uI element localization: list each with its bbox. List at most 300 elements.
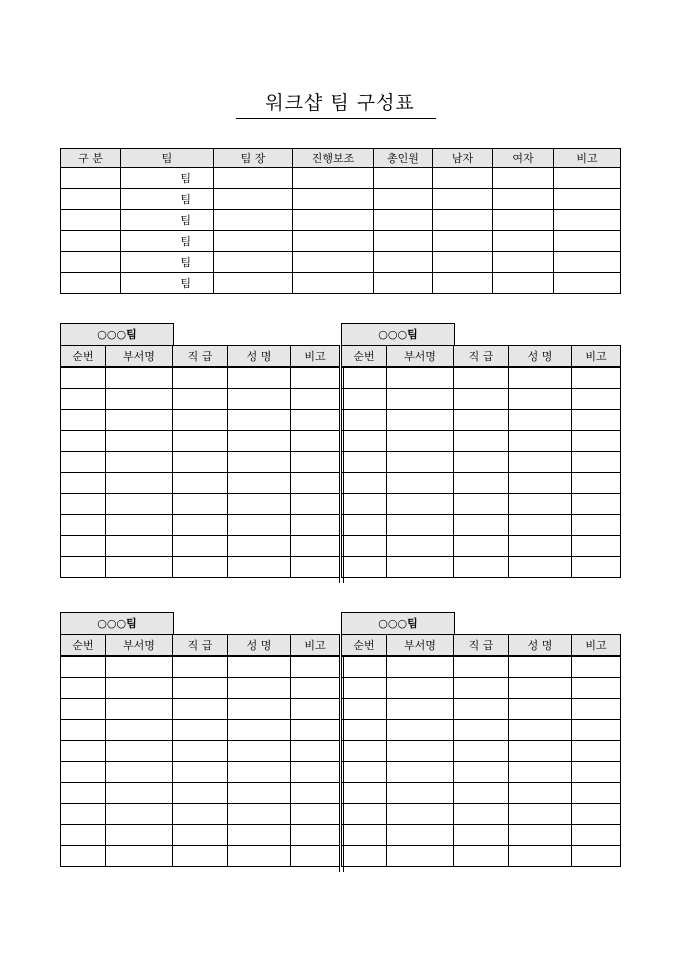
team-member-cell[interactable] [106, 494, 173, 515]
team-member-cell[interactable] [342, 452, 387, 473]
team-member-cell[interactable] [572, 762, 621, 783]
summary-cell[interactable] [554, 231, 621, 252]
team-member-cell[interactable] [454, 536, 509, 557]
team-member-cell[interactable] [228, 825, 291, 846]
team-table-1 [60, 345, 340, 578]
team-member-cell[interactable] [509, 431, 572, 452]
team-member-cell[interactable] [509, 389, 572, 410]
team-member-cell[interactable] [509, 783, 572, 804]
summary-row [61, 210, 621, 231]
team-member-cell[interactable] [509, 536, 572, 557]
team-member-row [61, 699, 340, 720]
summary-header-female: 여자 [493, 149, 554, 168]
summary-cell[interactable] [433, 168, 493, 189]
team-member-cell[interactable] [106, 473, 173, 494]
team-member-cell[interactable] [454, 825, 509, 846]
team-member-cell[interactable] [342, 557, 387, 578]
team-member-row [342, 678, 621, 699]
page-title: 워크샵 팀 구성표 [255, 88, 425, 119]
team-member-cell[interactable] [228, 389, 291, 410]
team-member-cell[interactable] [454, 783, 509, 804]
team-member-cell[interactable] [106, 452, 173, 473]
team-member-row [61, 557, 340, 578]
summary-cell[interactable] [493, 189, 554, 210]
summary-cell[interactable] [293, 189, 374, 210]
team-member-row [342, 656, 621, 678]
team-member-cell[interactable] [509, 515, 572, 536]
summary-cell[interactable] [293, 210, 374, 231]
team-member-cell[interactable] [228, 452, 291, 473]
team-member-cell[interactable] [291, 431, 340, 452]
team-member-cell[interactable] [61, 367, 106, 389]
team-header-remarks: 비고 [572, 635, 621, 657]
summary-team-cell[interactable]: 팀 [121, 189, 214, 210]
team-member-cell[interactable] [106, 431, 173, 452]
summary-cell[interactable] [493, 231, 554, 252]
team-member-cell[interactable] [173, 825, 228, 846]
team-member-cell[interactable] [454, 557, 509, 578]
team-member-cell[interactable] [291, 720, 340, 741]
team-member-cell[interactable] [228, 846, 291, 867]
team-member-cell[interactable] [387, 494, 454, 515]
team-member-cell[interactable] [106, 536, 173, 557]
summary-cell[interactable] [61, 273, 121, 294]
team-member-cell[interactable] [387, 410, 454, 431]
team-member-cell[interactable] [61, 825, 106, 846]
team-member-cell[interactable] [387, 473, 454, 494]
team-member-cell[interactable] [509, 473, 572, 494]
summary-cell[interactable] [433, 273, 493, 294]
team-member-cell[interactable] [61, 473, 106, 494]
team-member-cell[interactable] [228, 804, 291, 825]
team-member-row [342, 557, 621, 578]
team-member-cell[interactable] [509, 656, 572, 678]
team-member-cell[interactable] [454, 656, 509, 678]
summary-cell[interactable] [554, 168, 621, 189]
team-member-cell[interactable] [106, 741, 173, 762]
team-member-cell[interactable] [454, 473, 509, 494]
team-member-cell[interactable] [572, 804, 621, 825]
team-member-cell[interactable] [173, 804, 228, 825]
team-member-cell[interactable] [106, 783, 173, 804]
summary-cell[interactable] [61, 168, 121, 189]
team-member-cell[interactable] [454, 431, 509, 452]
team-member-cell[interactable] [291, 367, 340, 389]
team-member-cell[interactable] [106, 557, 173, 578]
team-member-cell[interactable] [173, 389, 228, 410]
team-header-rank: 직 급 [173, 346, 228, 368]
team-member-cell[interactable] [291, 494, 340, 515]
team-member-cell[interactable] [342, 846, 387, 867]
team-member-cell[interactable] [509, 720, 572, 741]
team-member-cell[interactable] [173, 846, 228, 867]
team-member-cell[interactable] [454, 367, 509, 389]
team-member-cell[interactable] [454, 846, 509, 867]
team-member-cell[interactable] [291, 678, 340, 699]
team-member-cell[interactable] [454, 762, 509, 783]
team-member-cell[interactable] [509, 452, 572, 473]
team-member-cell[interactable] [291, 389, 340, 410]
summary-cell[interactable] [61, 189, 121, 210]
summary-cell[interactable] [433, 210, 493, 231]
team-member-cell[interactable] [173, 431, 228, 452]
summary-cell[interactable] [293, 273, 374, 294]
team-member-cell[interactable] [572, 656, 621, 678]
team-member-cell[interactable] [387, 846, 454, 867]
team-member-cell[interactable] [173, 515, 228, 536]
team-member-cell[interactable] [106, 699, 173, 720]
summary-cell[interactable] [61, 252, 121, 273]
team-header-name: 성 명 [228, 635, 291, 657]
summary-cell[interactable] [554, 210, 621, 231]
summary-cell[interactable] [293, 168, 374, 189]
team-member-cell[interactable] [61, 846, 106, 867]
team-member-cell[interactable] [387, 762, 454, 783]
team-header-row [61, 346, 340, 368]
team-member-cell[interactable] [228, 515, 291, 536]
team-member-cell[interactable] [342, 699, 387, 720]
team-header-seq: 순번 [342, 346, 387, 368]
team-member-cell[interactable] [387, 804, 454, 825]
team-member-cell[interactable] [291, 699, 340, 720]
team-member-cell[interactable] [228, 699, 291, 720]
team-member-cell[interactable] [173, 452, 228, 473]
team-member-row [342, 741, 621, 762]
team-member-cell[interactable] [572, 452, 621, 473]
team-member-cell[interactable] [342, 389, 387, 410]
team-member-cell[interactable] [61, 452, 106, 473]
team-member-cell[interactable] [509, 846, 572, 867]
summary-team-cell[interactable]: 팀 [121, 168, 214, 189]
summary-cell[interactable] [374, 273, 433, 294]
team-member-cell[interactable] [61, 410, 106, 431]
team-member-cell[interactable] [61, 741, 106, 762]
summary-cell[interactable] [374, 252, 433, 273]
team-member-cell[interactable] [387, 699, 454, 720]
summary-row [61, 252, 621, 273]
team-member-row [61, 846, 340, 867]
team-member-cell[interactable] [291, 473, 340, 494]
summary-cell[interactable] [214, 231, 293, 252]
team-member-cell[interactable] [291, 741, 340, 762]
team-member-cell[interactable] [572, 494, 621, 515]
summary-cell[interactable] [433, 231, 493, 252]
team-member-cell[interactable] [342, 656, 387, 678]
summary-team-cell[interactable]: 팀 [121, 252, 214, 273]
team-member-cell[interactable] [291, 846, 340, 867]
team-member-cell[interactable] [342, 515, 387, 536]
team-member-cell[interactable] [61, 431, 106, 452]
team-member-cell[interactable] [228, 762, 291, 783]
team-member-cell[interactable] [173, 656, 228, 678]
team-member-cell[interactable] [228, 473, 291, 494]
team-member-cell[interactable] [291, 762, 340, 783]
team-member-cell[interactable] [106, 389, 173, 410]
team-member-cell[interactable] [454, 494, 509, 515]
team-member-cell[interactable] [228, 557, 291, 578]
summary-cell[interactable] [214, 189, 293, 210]
team-member-cell[interactable] [509, 557, 572, 578]
summary-cell[interactable] [554, 273, 621, 294]
team-member-row [342, 452, 621, 473]
summary-cell[interactable] [61, 231, 121, 252]
team-member-cell[interactable] [173, 762, 228, 783]
summary-cell[interactable] [293, 252, 374, 273]
team-member-cell[interactable] [509, 825, 572, 846]
team-member-cell[interactable] [454, 678, 509, 699]
team-member-cell[interactable] [291, 536, 340, 557]
team-member-cell[interactable] [61, 515, 106, 536]
team-member-cell[interactable] [291, 410, 340, 431]
summary-header-team: 팀 [121, 149, 214, 168]
team-member-cell[interactable] [342, 367, 387, 389]
team-member-cell[interactable] [173, 783, 228, 804]
team-member-row [342, 699, 621, 720]
team-member-cell[interactable] [387, 656, 454, 678]
team-member-cell[interactable] [387, 825, 454, 846]
team-member-cell[interactable] [572, 389, 621, 410]
team-member-cell[interactable] [387, 741, 454, 762]
summary-row [61, 189, 621, 210]
team-member-cell[interactable] [387, 783, 454, 804]
team-member-cell[interactable] [342, 410, 387, 431]
team-member-cell[interactable] [61, 536, 106, 557]
team-member-cell[interactable] [173, 741, 228, 762]
team-member-cell[interactable] [173, 536, 228, 557]
team-member-cell[interactable] [454, 804, 509, 825]
team-member-cell[interactable] [106, 762, 173, 783]
team-member-cell[interactable] [173, 367, 228, 389]
team-header-row [342, 635, 621, 657]
team-member-cell[interactable] [342, 804, 387, 825]
team-member-cell[interactable] [572, 410, 621, 431]
team-member-cell[interactable] [572, 536, 621, 557]
team-member-cell[interactable] [173, 410, 228, 431]
team-member-cell[interactable] [387, 536, 454, 557]
team-member-row [61, 389, 340, 410]
summary-cell[interactable] [374, 231, 433, 252]
summary-cell[interactable] [214, 210, 293, 231]
team-member-cell[interactable] [228, 720, 291, 741]
summary-cell[interactable] [214, 168, 293, 189]
team-member-row [61, 431, 340, 452]
team-member-cell[interactable] [61, 804, 106, 825]
team-member-cell[interactable] [387, 389, 454, 410]
team-member-cell[interactable] [61, 783, 106, 804]
summary-cell[interactable] [493, 168, 554, 189]
team-member-cell[interactable] [228, 494, 291, 515]
team-member-cell[interactable] [228, 741, 291, 762]
team-member-cell[interactable] [342, 678, 387, 699]
team-member-cell[interactable] [61, 656, 106, 678]
team-member-cell[interactable] [342, 762, 387, 783]
team-member-cell[interactable] [291, 783, 340, 804]
team-member-cell[interactable] [342, 494, 387, 515]
team-member-cell[interactable] [61, 699, 106, 720]
team-member-cell[interactable] [228, 410, 291, 431]
summary-cell[interactable] [214, 273, 293, 294]
team-member-cell[interactable] [509, 741, 572, 762]
team-member-row [342, 389, 621, 410]
team-member-cell[interactable] [291, 515, 340, 536]
team-member-cell[interactable] [106, 720, 173, 741]
summary-team-cell[interactable]: 팀 [121, 210, 214, 231]
team-member-cell[interactable] [61, 494, 106, 515]
team-member-cell[interactable] [572, 367, 621, 389]
team-member-cell[interactable] [509, 367, 572, 389]
team-member-cell[interactable] [572, 557, 621, 578]
team-member-cell[interactable] [572, 846, 621, 867]
team-member-cell[interactable] [291, 452, 340, 473]
summary-cell[interactable] [61, 210, 121, 231]
team-member-cell[interactable] [572, 825, 621, 846]
team-member-cell[interactable] [61, 762, 106, 783]
team-member-cell[interactable] [61, 389, 106, 410]
team-table-2 [341, 345, 621, 578]
summary-cell[interactable] [433, 189, 493, 210]
team-member-cell[interactable] [342, 783, 387, 804]
title-double-underline [236, 118, 436, 119]
team-member-cell[interactable] [454, 389, 509, 410]
summary-row [61, 273, 621, 294]
team-header-remarks: 비고 [291, 346, 340, 368]
team-member-cell[interactable] [342, 825, 387, 846]
team-member-cell[interactable] [228, 367, 291, 389]
summary-cell[interactable] [493, 210, 554, 231]
team-member-cell[interactable] [173, 699, 228, 720]
team-member-row [61, 825, 340, 846]
summary-cell[interactable] [554, 252, 621, 273]
team-member-cell[interactable] [106, 367, 173, 389]
team-member-row [61, 678, 340, 699]
team-member-cell[interactable] [106, 825, 173, 846]
summary-cell[interactable] [374, 189, 433, 210]
summary-cell[interactable] [293, 231, 374, 252]
team-member-row [342, 536, 621, 557]
team-member-cell[interactable] [173, 678, 228, 699]
team-member-cell[interactable] [572, 473, 621, 494]
summary-team-cell[interactable]: 팀 [121, 231, 214, 252]
summary-team-cell[interactable]: 팀 [121, 273, 214, 294]
team-member-cell[interactable] [454, 410, 509, 431]
team-member-cell[interactable] [342, 720, 387, 741]
team-member-cell[interactable] [61, 557, 106, 578]
team-member-cell[interactable] [106, 656, 173, 678]
team-header-remarks: 비고 [572, 346, 621, 368]
team-header-dept: 부서명 [387, 635, 454, 657]
team-member-cell[interactable] [228, 656, 291, 678]
summary-cell[interactable] [433, 252, 493, 273]
team-member-cell[interactable] [106, 678, 173, 699]
team-member-cell[interactable] [61, 720, 106, 741]
team-member-cell[interactable] [173, 473, 228, 494]
team-member-cell[interactable] [173, 557, 228, 578]
team-member-cell[interactable] [454, 452, 509, 473]
team-member-cell[interactable] [509, 762, 572, 783]
team-member-cell[interactable] [342, 536, 387, 557]
summary-cell[interactable] [374, 168, 433, 189]
team-member-cell[interactable] [228, 783, 291, 804]
team-member-cell[interactable] [228, 431, 291, 452]
title-wrap [0, 88, 680, 119]
team-member-cell[interactable] [572, 783, 621, 804]
team-member-row [342, 494, 621, 515]
team-member-row [342, 473, 621, 494]
summary-header-remarks: 비고 [554, 149, 621, 168]
team-member-cell[interactable] [572, 741, 621, 762]
team-member-row [342, 515, 621, 536]
summary-table [60, 148, 621, 294]
team-member-cell[interactable] [387, 557, 454, 578]
summary-cell[interactable] [493, 273, 554, 294]
team-member-cell[interactable] [387, 720, 454, 741]
team-member-cell[interactable] [572, 720, 621, 741]
team-member-cell[interactable] [572, 431, 621, 452]
team-member-row [61, 783, 340, 804]
team-member-cell[interactable] [106, 515, 173, 536]
team-member-cell[interactable] [509, 410, 572, 431]
team-member-cell[interactable] [387, 678, 454, 699]
team-member-cell[interactable] [572, 515, 621, 536]
team-label-1: ○○○팀 [60, 323, 174, 345]
team-member-cell[interactable] [291, 804, 340, 825]
team-member-cell[interactable] [106, 846, 173, 867]
team-member-cell[interactable] [387, 452, 454, 473]
team-member-cell[interactable] [342, 473, 387, 494]
team-member-cell[interactable] [387, 431, 454, 452]
team-member-row [61, 741, 340, 762]
team-member-cell[interactable] [509, 804, 572, 825]
team-member-row [342, 762, 621, 783]
team-member-cell[interactable] [572, 678, 621, 699]
team-member-cell[interactable] [106, 804, 173, 825]
team-member-cell[interactable] [572, 699, 621, 720]
team-member-row [61, 656, 340, 678]
team-member-cell[interactable] [228, 536, 291, 557]
team-member-cell[interactable] [387, 367, 454, 389]
team-member-cell[interactable] [509, 494, 572, 515]
team-member-cell[interactable] [387, 515, 454, 536]
summary-cell[interactable] [493, 252, 554, 273]
team-member-cell[interactable] [61, 678, 106, 699]
summary-cell[interactable] [554, 189, 621, 210]
team-member-cell[interactable] [342, 431, 387, 452]
team-header-rank: 직 급 [454, 346, 509, 368]
team-member-cell[interactable] [509, 678, 572, 699]
team-member-cell[interactable] [291, 557, 340, 578]
team-member-cell[interactable] [342, 741, 387, 762]
team-member-cell[interactable] [173, 494, 228, 515]
team-member-cell[interactable] [106, 410, 173, 431]
team-member-cell[interactable] [291, 825, 340, 846]
team-member-cell[interactable] [509, 699, 572, 720]
summary-header-leader: 팀 장 [214, 149, 293, 168]
team-member-cell[interactable] [454, 741, 509, 762]
team-member-cell[interactable] [454, 699, 509, 720]
team-header-dept: 부서명 [387, 346, 454, 368]
team-member-row [61, 410, 340, 431]
summary-cell[interactable] [214, 252, 293, 273]
team-header-rank: 직 급 [173, 635, 228, 657]
summary-cell[interactable] [374, 210, 433, 231]
team-member-cell[interactable] [291, 656, 340, 678]
team-member-cell[interactable] [454, 515, 509, 536]
team-member-cell[interactable] [454, 720, 509, 741]
team-member-cell[interactable] [228, 678, 291, 699]
summary-header-row [61, 149, 621, 168]
team-member-row [342, 720, 621, 741]
team-member-cell[interactable] [173, 720, 228, 741]
